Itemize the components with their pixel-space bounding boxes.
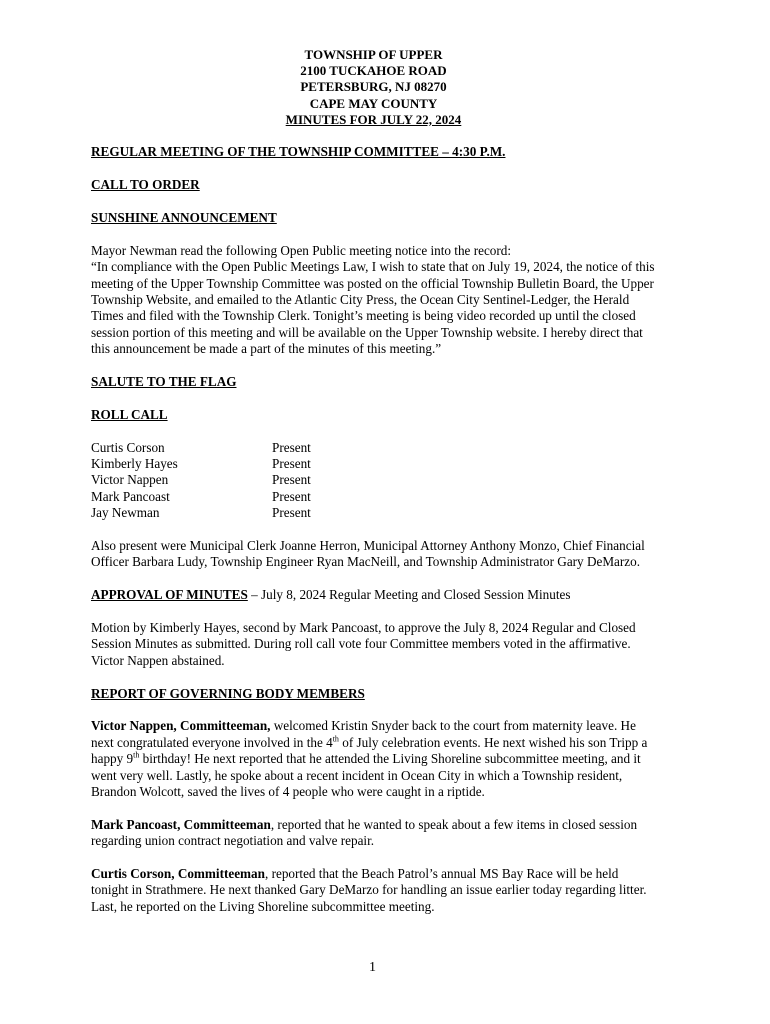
document-header xyxy=(91,47,656,128)
member-name: Kimberly Hayes xyxy=(91,456,178,472)
sunshine-intro: Mayor Newman read the following Open Public meeting notice into the record: xyxy=(91,242,512,258)
member-status: Present xyxy=(272,505,311,521)
roll-call-row xyxy=(91,440,656,456)
member-name: Curtis Corson xyxy=(91,439,165,455)
nappen-text-3: birthday! He next reported that he attended the Living Shoreline subcommittee meeting, and it went very well. Lastly, he spoke about a recent incident in Ocean City in which a Township resident, Brandon Wolcott, saved the lives of 4 people who were caught in a riptide. xyxy=(91,751,641,800)
nappen-sup-2: th xyxy=(133,750,140,760)
member-status: Present xyxy=(272,488,311,504)
member-status: Present xyxy=(272,456,311,472)
roll-call-heading: ROLL CALL xyxy=(91,406,168,422)
roll-call-list xyxy=(91,440,656,522)
also-present-paragraph: Also present were Municipal Clerk Joanne Herron, Municipal Attorney Anthony Monzo, Chief Financial Officer Barbara Ludy, Township Engineer Ryan MacNeill, and Township Administrator Gary DeMarzo. xyxy=(91,538,645,570)
header-city: PETERSBURG, NJ 08270 xyxy=(300,79,447,95)
member-name: Mark Pancoast xyxy=(91,488,170,504)
member-status: Present xyxy=(272,472,311,488)
corson-text: , reported that the Beach Patrol’s annual MS Bay Race will be held tonight in Strathmere. He next thanked Gary DeMarzo for handling an issue earlier today regarding litter. Last, he reported on the Living Shoreline subcommittee meeting. xyxy=(91,866,647,914)
member-name: Jay Newman xyxy=(91,505,160,521)
corson-name: Curtis Corson, Committeeman xyxy=(91,866,265,882)
call-to-order-heading: CALL TO ORDER xyxy=(91,177,200,193)
pancoast-text: , reported that he wanted to speak about a few items in closed session regarding union contract negotiation and valve repair. xyxy=(91,816,638,849)
pancoast-name: Mark Pancoast, Committeeman xyxy=(91,816,271,832)
pancoast-report xyxy=(91,817,656,850)
meeting-heading: REGULAR MEETING OF THE TOWNSHIP COMMITTEE – 4:30 P.M. xyxy=(91,144,506,160)
roll-call-row xyxy=(91,505,656,521)
nappen-text-2: of July celebration events. He next wished his son Tripp a happy 9 xyxy=(91,734,648,767)
approval-heading-line xyxy=(91,587,656,603)
sunshine-notice: “In compliance with the Open Public Meetings Law, I wish to state that on July 19, 2024, the notice of this meeting of the Upper Township Committee was posted on the official Township Bulletin Board, the Upper Township Website, and emailed to the Atlantic City Press, the Ocean City Sentinel-Ledger, the Herald Times and filed with the Township Clerk. Tonight’s meeting is being video recorded up until the closed session portion of this meeting and will be available on the Upper Township website. I hereby direct that this announcement be made a part of the minutes of this meeting.” xyxy=(91,259,655,357)
roll-call-row xyxy=(91,489,656,505)
roll-call-row xyxy=(91,456,656,472)
roll-call-row xyxy=(91,472,656,488)
member-name: Victor Nappen xyxy=(91,472,169,488)
document-page xyxy=(91,47,656,915)
header-minutes-date: MINUTES FOR JULY 22, 2024 xyxy=(285,111,462,127)
approval-subtitle: – July 8, 2024 Regular Meeting and Closed Session Minutes xyxy=(247,587,571,603)
sunshine-heading: SUNSHINE ANNOUNCEMENT xyxy=(91,210,277,225)
header-township: TOWNSHIP OF UPPER xyxy=(304,47,443,62)
nappen-name: Victor Nappen, Committeeman, xyxy=(91,718,271,734)
report-heading: REPORT OF GOVERNING BODY MEMBERS xyxy=(91,685,365,701)
approval-heading: APPROVAL OF MINUTES xyxy=(91,587,248,603)
member-status: Present xyxy=(272,439,311,455)
approval-motion: Motion by Kimberly Hayes, second by Mark Pancoast, to approve the July 8, 2024 Regular and Closed Session Minutes as submitted. During roll call vote four Committee members voted in the affirmative. Victor Nappen abstained. xyxy=(91,620,636,668)
header-address: 2100 TUCKAHOE ROAD xyxy=(300,63,447,79)
nappen-sup-1: th xyxy=(332,734,339,744)
header-county: CAPE MAY COUNTY xyxy=(309,95,438,111)
page-number: 1 xyxy=(369,960,376,975)
nappen-text-1: welcomed Kristin Snyder back to the court from maternity leave. He next congratulated everyone involved in the 4 xyxy=(91,718,636,750)
salute-heading: SALUTE TO THE FLAG xyxy=(91,374,237,390)
corson-report xyxy=(91,866,656,915)
nappen-report xyxy=(91,718,656,800)
